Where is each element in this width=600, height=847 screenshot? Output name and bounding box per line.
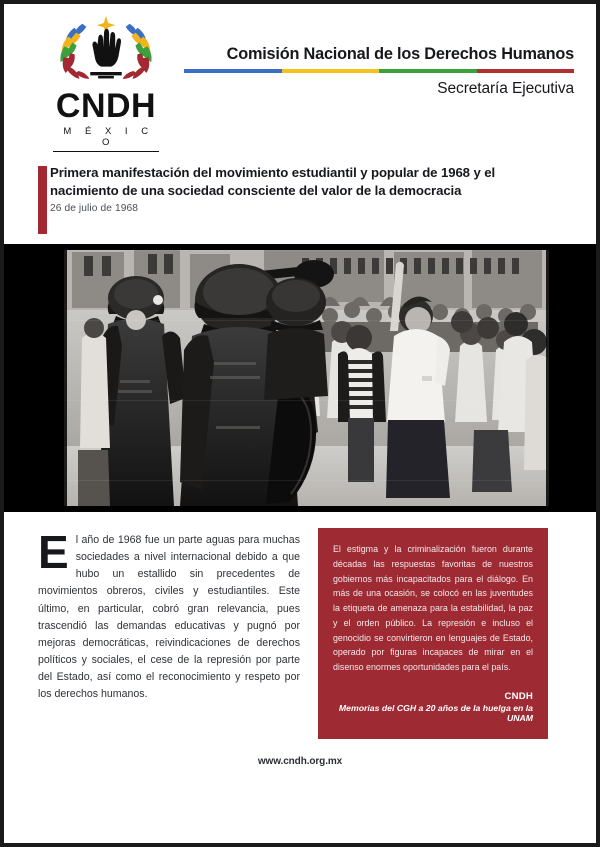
cndh-logo <box>36 12 176 170</box>
pull-quote-text: El estigma y la criminalización fueron durante décadas las respuestas favoritas de nuestros gobiernos más incapacitados para el diálogo. En más de una ocasión, se colocó en las juventudes la etiqueta de amenaza para la estabilidad, la paz y el orden público. La represión e incluso el genocidio se convirtieron en lenguajes de Estado, operado por figuras incapaces de mirar en el disenso enormes oportunidades para el país. <box>333 544 533 673</box>
rule-segment-red <box>477 69 575 73</box>
quote-column <box>318 528 548 739</box>
pull-quote-box <box>318 528 548 739</box>
rule-segment-yellow <box>282 69 380 73</box>
article-body-text: l año de 1968 fue un parte aguas para muchas sociedades a nivel internacional debido a que hubo un estallido sin precedentes de movimientos obreros, civiles y estudiantiles. Este último, en particular, cobró gran relevancia, pues trascendió las demandas educativas y pugnó por mejoras democráticas, reivindicaciones de derechos políticos y sociales, el cese de la represión por parte del Estado, así como el reconocimiento y respeto por los derechos humanos. <box>38 534 300 701</box>
pull-quote-attribution: CNDH <box>504 691 533 703</box>
title-accent-bar <box>38 166 47 234</box>
organization-subtitle: Secretaría Ejecutiva <box>437 79 574 97</box>
logo-wordmark: CNDH <box>55 87 157 125</box>
brand-color-rule <box>184 69 574 73</box>
logo-country-label: M É X I C O <box>53 126 159 152</box>
photo-band <box>4 244 596 512</box>
organization-title: Comisión Nacional de los Derechos Humanos <box>226 45 574 63</box>
website-url[interactable]: www.cndh.org.mx <box>257 756 343 767</box>
pull-quote-source: Memorias del CGH a 20 años de la huelga en la UNAM <box>338 703 533 724</box>
protest-photograph <box>64 250 549 506</box>
article-body <box>38 526 300 704</box>
publication-date: 26 de julio de 1968 <box>50 203 139 215</box>
rule-segment-green <box>379 69 477 73</box>
rule-segment-blue <box>184 69 282 73</box>
title-band <box>4 152 596 244</box>
organization-identity <box>184 46 574 98</box>
content-area <box>4 512 596 791</box>
page-title: Primera manifestación del movimiento estudiantil y popular de 1968 y el nacimiento de una sociedad consciente del valor de la democracia <box>50 165 496 199</box>
page-footer <box>4 751 596 769</box>
article-column <box>38 528 316 739</box>
raised-hand-laurel-star-emblem-icon <box>47 12 165 88</box>
two-column-layout <box>4 528 596 739</box>
article-dropcap: E <box>38 526 69 578</box>
page-header <box>4 4 596 152</box>
